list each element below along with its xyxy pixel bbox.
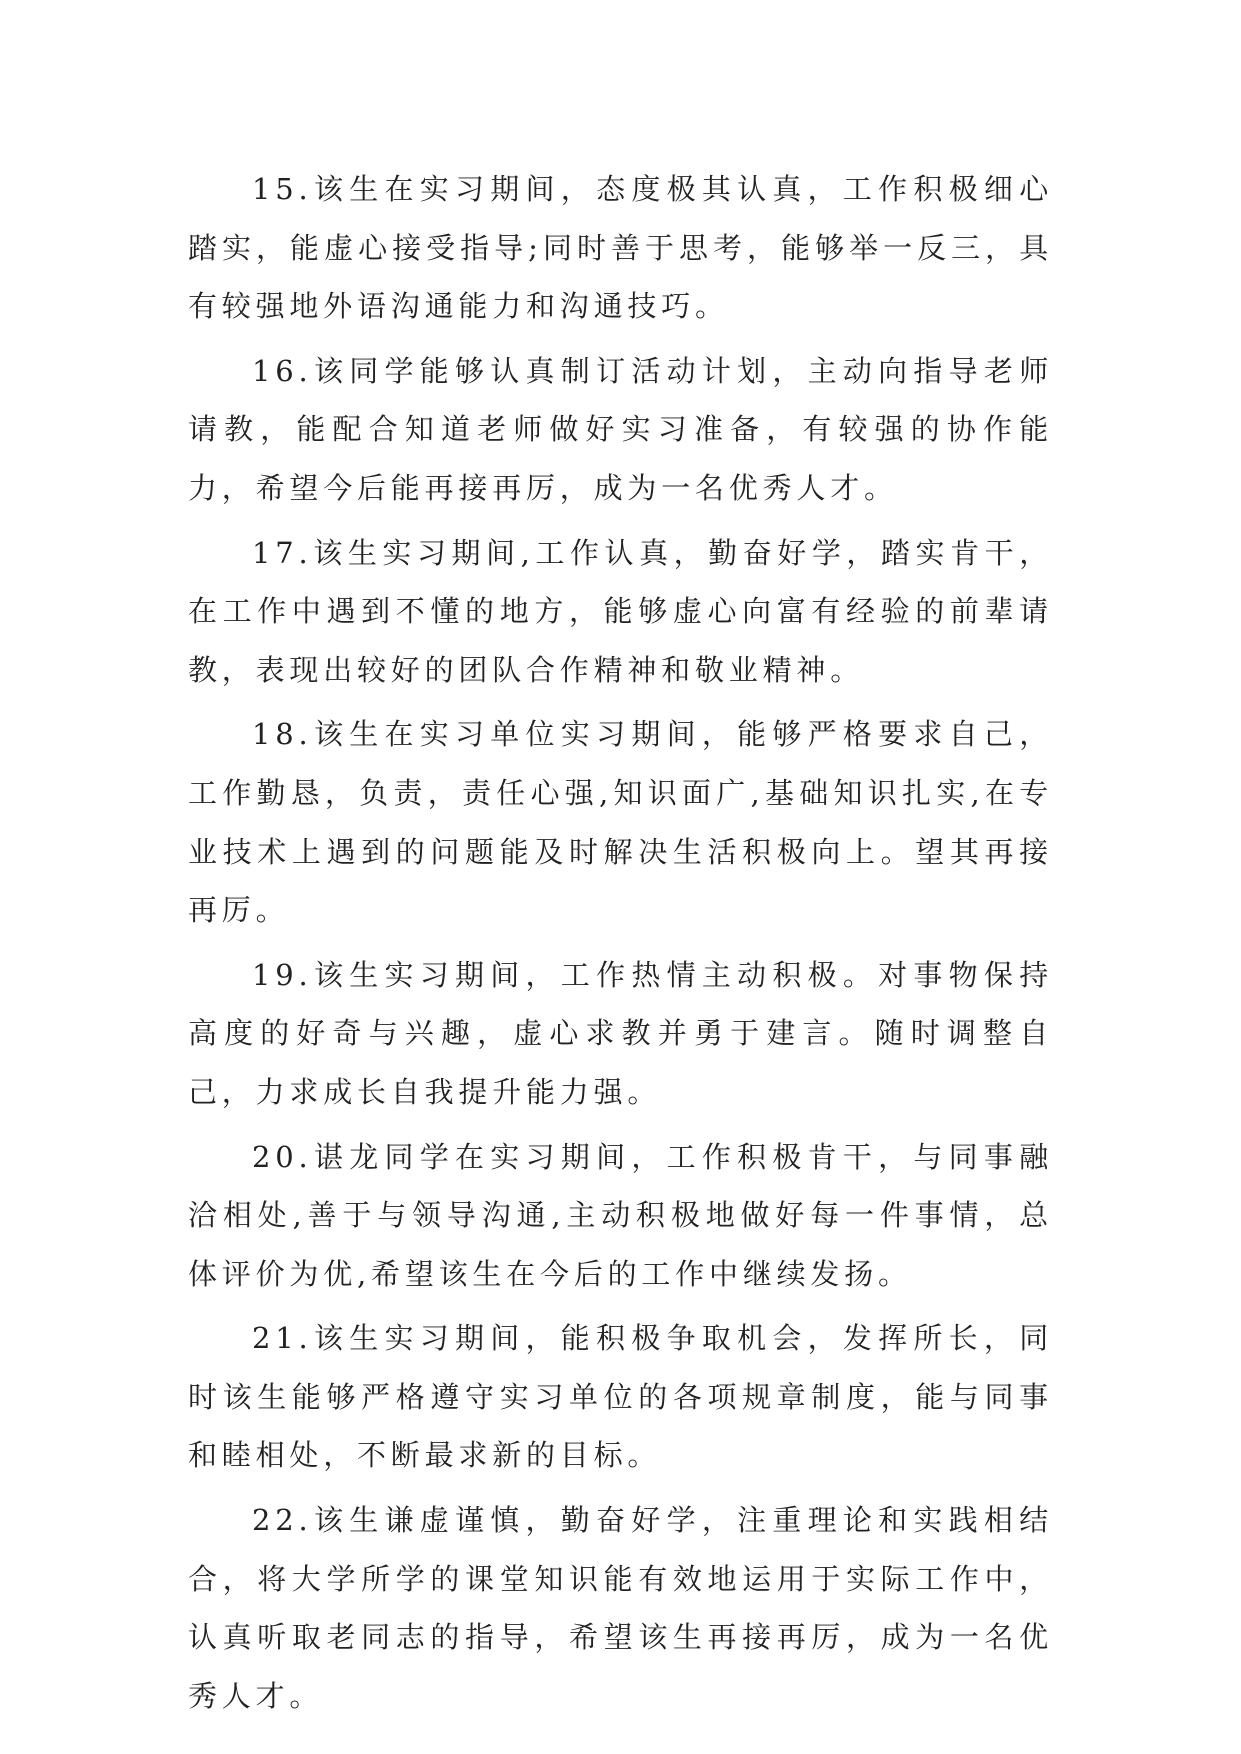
paragraph-18: 18.该生在实习单位实习期间，能够严格要求自己，工作勤恳，负责，责任心强,知识面广,基础知识扎实,在专业技术上遇到的问题能及时解决生活积极向上。望其再接再厉。 bbox=[188, 717, 1053, 928]
paragraph-16: 16.该同学能够认真制订活动计划，主动向指导老师请教，能配合知道老师做好实习准备，有较强的协作能力，希望今后能再接再厉，成为一名优秀人才。 bbox=[188, 353, 1053, 505]
paragraph-21: 21.该生实习期间，能积极争取机会，发挥所长，同时该生能够严格遵守实习单位的各项规章制度，能与同事和睦相处，不断最求新的目标。 bbox=[188, 1321, 1053, 1473]
paragraph-20: 20.谌龙同学在实习期间，工作积极肯干，与同事融洽相处,善于与领导沟通,主动积极地做好每一件事情，总体评价为优,希望该生在今后的工作中继续发扬。 bbox=[188, 1139, 1053, 1291]
paragraph-22: 22.该生谦虚谨慎，勤奋好学，注重理论和实践相结合，将大学所学的课堂知识能有效地运用于实际工作中，认真听取老同志的指导，希望该生再接再厉，成为一名优秀人才。 bbox=[188, 1503, 1053, 1713]
paragraph-15: 15.该生在实习期间，态度极其认真，工作积极细心踏实，能虚心接受指导;同时善于思考，能够举一反三，具有较强地外语沟通能力和沟通技巧。 bbox=[188, 172, 1053, 324]
paragraph-17: 17.该生实习期间,工作认真，勤奋好学，踏实肯干，在工作中遇到不懂的地方，能够虚心向富有经验的前辈请教，表现出较好的团队合作精神和敬业精神。 bbox=[188, 535, 1053, 687]
paragraph-19: 19.该生实习期间，工作热情主动积极。对事物保持高度的好奇与兴趣，虚心求教并勇于建言。随时调整自己，力求成长自我提升能力强。 bbox=[188, 957, 1053, 1109]
